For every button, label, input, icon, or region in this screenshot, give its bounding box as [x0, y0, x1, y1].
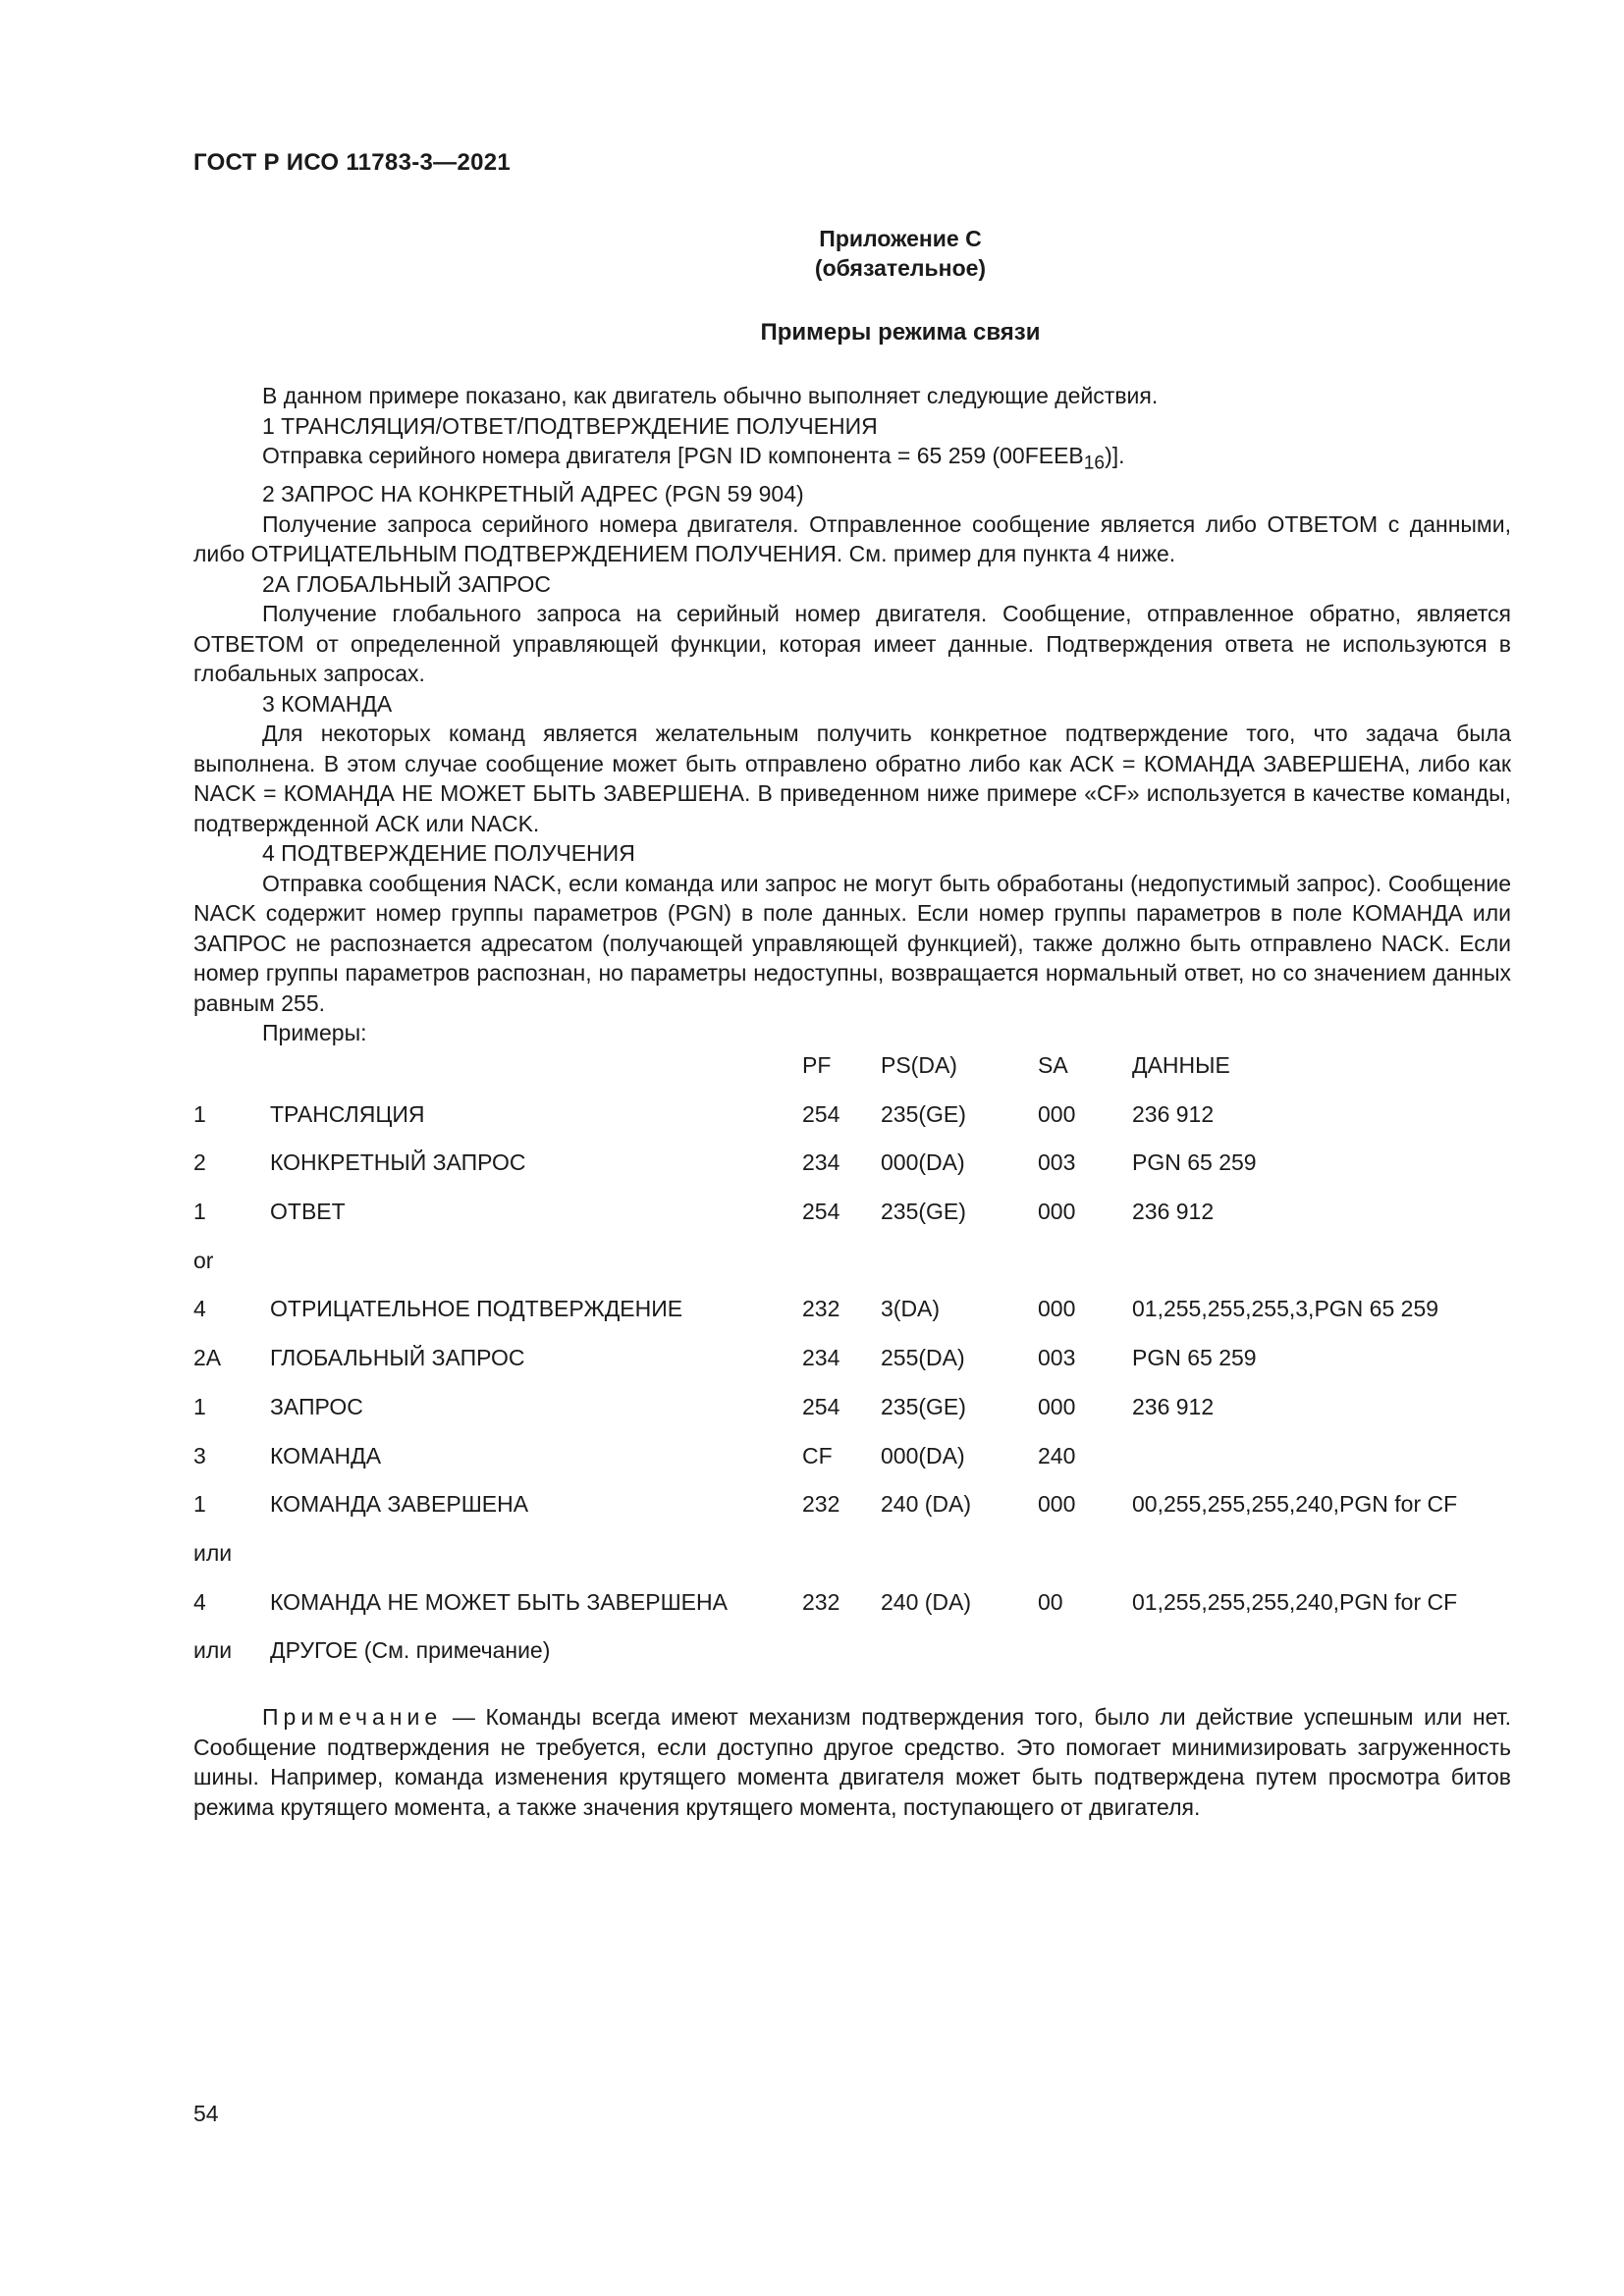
- note-text: — Команды всегда имеют механизм подтверждения того, было ли действие успешным или нет. Сообщение подтверждения не требуется, если доступно другое средство. Это помогает минимизировать загруженность шины. Например, команда изменения крутящего момента двигателя может быть подтверждена путем просмотра битов режима крутящего момента, а также значения крутящего момента, поступающего от двигателя.: [193, 1704, 1511, 1820]
- hex-subscript: 16: [1083, 453, 1106, 474]
- cell-sa: 000: [1038, 1296, 1076, 1322]
- cell-name: КОМАНДА НЕ МОЖЕТ БЫТЬ ЗАВЕРШЕНА: [270, 1588, 728, 1615]
- cell-data: 236 912: [1132, 1199, 1215, 1225]
- paragraph-item-1-end: )].: [1105, 443, 1125, 468]
- annex-title: Приложение С: [819, 226, 982, 251]
- cell-sa: 240: [1038, 1442, 1076, 1468]
- header-pf: PF: [802, 1052, 832, 1078]
- table-row: [193, 1394, 1511, 1443]
- cell-name: КОМАНДА ЗАВЕРШЕНА: [270, 1491, 529, 1518]
- paragraph-item-1: [193, 441, 1511, 479]
- item-heading-4: 4 ПОДТВЕРЖДЕНИЕ ПОЛУЧЕНИЯ: [262, 840, 635, 867]
- table-row: [193, 1199, 1511, 1248]
- cell-num: 2: [193, 1149, 206, 1176]
- cell-data: 00,255,255,255,240,PGN for CF: [1132, 1491, 1458, 1518]
- cell-num: 1: [193, 1491, 206, 1518]
- cell-name: ГЛОБАЛЬНЫЙ ЗАПРОС: [270, 1345, 525, 1371]
- cell-name: ОТВЕТ: [270, 1199, 346, 1225]
- table-row: [193, 1443, 1511, 1492]
- paragraph-intro: В данном примере показано, как двигатель обычно выполняет следующие действия.: [262, 383, 1159, 408]
- annex-status: (обязательное): [814, 255, 987, 281]
- cell-sa: 00: [1038, 1588, 1063, 1615]
- cell-ps: 240 (DA): [881, 1588, 972, 1615]
- cell-num: 4: [193, 1296, 206, 1322]
- cell-pf: 234: [802, 1345, 840, 1371]
- table-row: [193, 1248, 1511, 1297]
- paragraph-item-2: Получение запроса серийного номера двигателя. Отправленное сообщение является либо ОТВЕТОМ с данными, либо ОТРИЦАТЕЛЬНЫМ ПОДТВЕРЖДЕНИЕМ ПОЛУЧЕНИЯ. См. пример для пункта 4 ниже.: [193, 510, 1511, 567]
- body-text: [193, 381, 1511, 1048]
- header-ps: PS(DA): [881, 1052, 957, 1078]
- table-header-row: [193, 1052, 1511, 1101]
- item-heading-1: 1 ТРАНСЛЯЦИЯ/ОТВЕТ/ПОДТВЕРЖДЕНИЕ ПОЛУЧЕНИЯ: [262, 412, 878, 439]
- cell-num: 1: [193, 1100, 206, 1127]
- table-row: [193, 1540, 1511, 1589]
- cell-sa: 000: [1038, 1393, 1076, 1419]
- cell-ps: 235(GE): [881, 1393, 966, 1419]
- cell-num: 1: [193, 1393, 206, 1419]
- cell-ps: 240 (DA): [881, 1491, 972, 1518]
- cell-pf: 234: [802, 1149, 840, 1176]
- cell-name: КОНКРЕТНЫЙ ЗАПРОС: [270, 1149, 526, 1176]
- cell-data: 01,255,255,255,3,PGN 65 259: [1132, 1296, 1439, 1322]
- cell-ps: 000(DA): [881, 1149, 965, 1176]
- note-label: Примечание: [262, 1704, 443, 1730]
- table-row: [193, 1491, 1511, 1540]
- cell-ps: 3(DA): [881, 1296, 941, 1322]
- cell-ps: 000(DA): [881, 1442, 965, 1468]
- cell-pf: 232: [802, 1296, 840, 1322]
- cell-num: или: [193, 1637, 233, 1664]
- annex-heading: [0, 224, 1624, 283]
- cell-data: 01,255,255,255,240,PGN for CF: [1132, 1588, 1458, 1615]
- cell-num: 4: [193, 1588, 206, 1615]
- table-row: [193, 1589, 1511, 1638]
- cell-num: 1: [193, 1199, 206, 1225]
- cell-sa: 003: [1038, 1345, 1076, 1371]
- section-title-text: Примеры режима связи: [760, 319, 1041, 346]
- cell-sa: 003: [1038, 1149, 1076, 1176]
- cell-ps: 255(DA): [881, 1345, 965, 1371]
- table-row: [193, 1101, 1511, 1150]
- header-data: ДАННЫЕ: [1132, 1052, 1230, 1078]
- item-heading-2a: 2А ГЛОБАЛЬНЫЙ ЗАПРОС: [262, 570, 552, 597]
- cell-pf: 232: [802, 1491, 840, 1518]
- examples-table: [193, 1052, 1511, 1686]
- cell-name: ОТРИЦАТЕЛЬНОЕ ПОДТВЕРЖДЕНИЕ: [270, 1296, 683, 1322]
- cell-data: 236 912: [1132, 1100, 1215, 1127]
- table-row: [193, 1149, 1511, 1199]
- cell-data: PGN 65 259: [1132, 1149, 1257, 1176]
- cell-pf: 232: [802, 1588, 840, 1615]
- cell-sa: 000: [1038, 1100, 1076, 1127]
- cell-data: PGN 65 259: [1132, 1345, 1257, 1371]
- cell-num: или: [193, 1539, 233, 1566]
- item-heading-3: 3 КОМАНДА: [262, 690, 393, 717]
- cell-num: 3: [193, 1442, 206, 1468]
- item-heading-2: 2 ЗАПРОС НА КОНКРЕТНЫЙ АДРЕС (PGN 59 904): [262, 481, 804, 507]
- cell-name: ЗАПРОС: [270, 1393, 363, 1419]
- cell-sa: 000: [1038, 1199, 1076, 1225]
- cell-num: or: [193, 1247, 214, 1273]
- examples-label: Примеры:: [262, 1020, 367, 1046]
- cell-name: ТРАНСЛЯЦИЯ: [270, 1100, 425, 1127]
- cell-pf: 254: [802, 1100, 840, 1127]
- cell-pf: 254: [802, 1393, 840, 1419]
- cell-pf: CF: [802, 1442, 833, 1468]
- paragraph-item-2a: Получение глобального запроса на серийный номер двигателя. Сообщение, отправленное обратно, является ОТВЕТОМ от определенной управляющей функции, которая имеет данные. Подтверждения ответа не используются в глобальных запросах.: [193, 601, 1511, 687]
- page-number: 54: [193, 2101, 219, 2126]
- table-row: [193, 1637, 1511, 1686]
- document-code: ГОСТ Р ИСО 11783-3—2021: [193, 149, 512, 176]
- paragraph-item-4: Отправка сообщения NACK, если команда или запрос не могут быть обработаны (недопустимый запрос). Сообщение NACK содержит номер группы параметров (PGN) в поле данных. Если номер группы параметров в поле КОМАНДА или ЗАПРОС не распознается адресатом (получающей управляющей функцией), также должно быть отправлено NACK. Если номер группы параметров распознан, но параметры недоступны, возвращается нормальный ответ, но со значением данных равным 255.: [193, 870, 1511, 1016]
- cell-sa: 000: [1038, 1491, 1076, 1518]
- cell-pf: 254: [802, 1199, 840, 1225]
- cell-data: 236 912: [1132, 1393, 1215, 1419]
- header-sa: SA: [1038, 1052, 1068, 1078]
- table-row: [193, 1296, 1511, 1345]
- cell-name: КОМАНДА: [270, 1442, 382, 1468]
- cell-ps: 235(GE): [881, 1100, 966, 1127]
- cell-ps: 235(GE): [881, 1199, 966, 1225]
- cell-num: 2А: [193, 1345, 222, 1371]
- cell-name: ДРУГОЕ (См. примечание): [270, 1637, 551, 1664]
- paragraph-item-3: Для некоторых команд является желательным получить конкретное подтверждение того, что задача была выполнена. В этом случае сообщение может быть отправлено обратно либо как АСК = КОМАНДА ЗАВЕРШЕНА, либо как NACK = КОМАНДА НЕ МОЖЕТ БЫТЬ ЗАВЕРШЕНА. В приведенном ниже примере «CF» используется в качестве команды, подтвержденной АСК или NACK.: [193, 721, 1511, 836]
- section-title: [0, 319, 1624, 347]
- note-paragraph: [193, 1702, 1511, 1822]
- table-row: [193, 1345, 1511, 1394]
- paragraph-item-1-text: Отправка серийного номера двигателя [PGN ID компонента = 65 259 (00FEEB: [262, 443, 1084, 468]
